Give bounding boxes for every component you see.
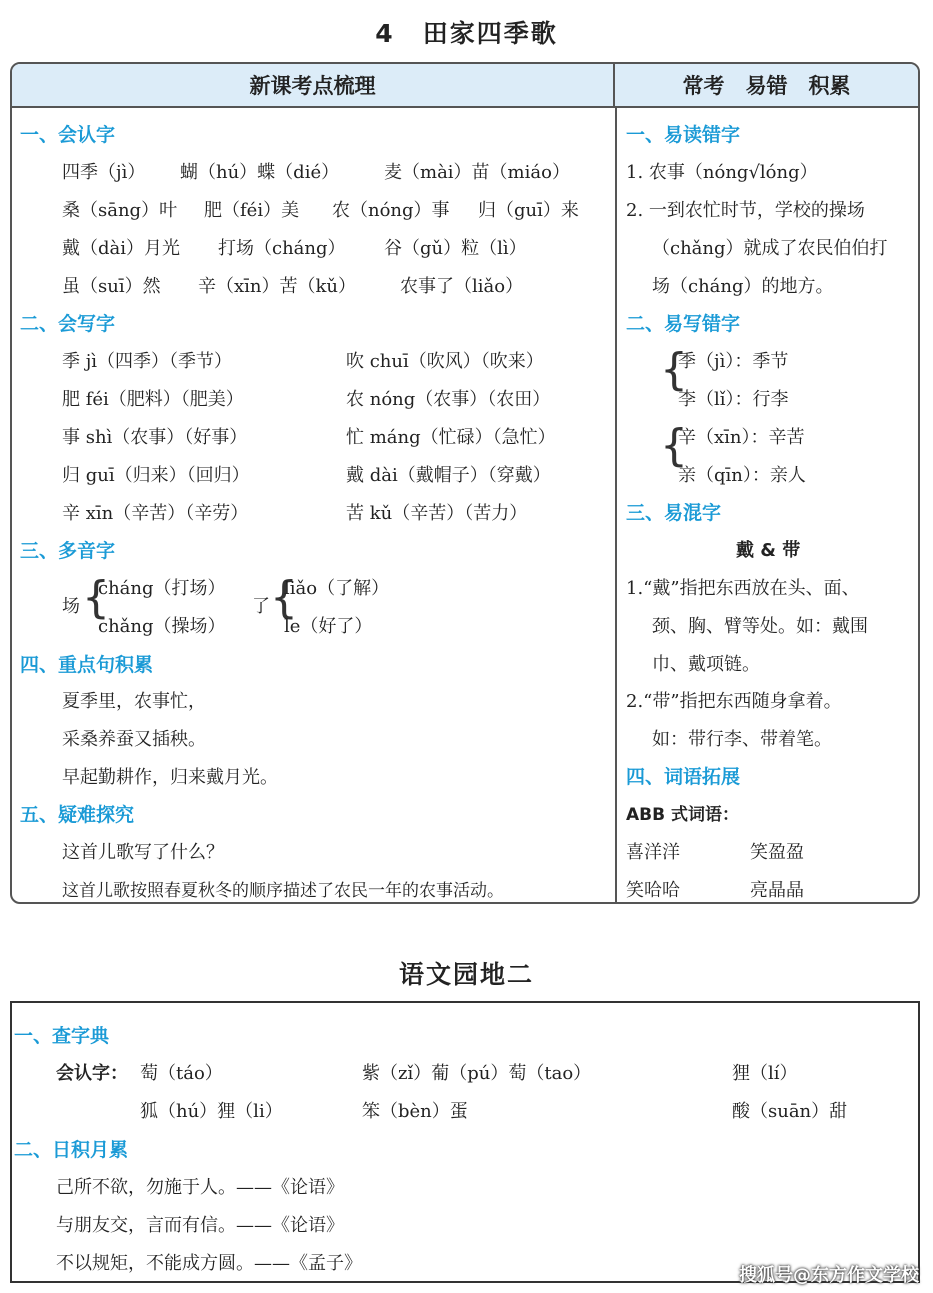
- write-item: 农 nóng（农事）（农田）: [346, 389, 551, 410]
- recognize-item: 四季（jì）: [62, 162, 146, 183]
- part2-box: [10, 1001, 920, 1283]
- section-dictionary-title: 一、查字典: [14, 1025, 110, 1047]
- brace-icon: {: [660, 420, 688, 471]
- sentence-line: 采桑养蚕又插秧。: [62, 729, 206, 750]
- sentence-line: 早起勤耕作，归来戴月光。: [62, 767, 278, 788]
- word-item: 亮晶晶: [750, 880, 804, 901]
- dictionary-label: 会认字：: [56, 1063, 128, 1084]
- dictionary-item: 萄（táo）: [140, 1063, 223, 1084]
- write-item: 戴 dài（戴帽子）（穿戴）: [346, 465, 551, 486]
- dictionary-item: 笨（bèn）蛋: [362, 1101, 468, 1122]
- confusing-line: 颈、胸、臂等处。如：戴围: [652, 616, 868, 637]
- section-write-title: 二、会写字: [20, 313, 116, 335]
- word-item: 笑哈哈: [626, 880, 680, 901]
- confusing-line: 1.“戴”指把东西放在头、面、: [626, 578, 860, 599]
- brace-icon: {: [270, 572, 298, 623]
- polyphone-reading: chǎng（操场）: [98, 616, 226, 637]
- dictionary-item: 酸（suān）甜: [732, 1101, 848, 1122]
- header-right: 常考 易错 积累: [615, 64, 918, 108]
- lesson-number: 4: [375, 19, 395, 48]
- section-polyphone-title: 三、多音字: [20, 540, 116, 562]
- recognize-item: 桑（sāng）叶: [62, 200, 178, 221]
- recognize-item: 肥（féi）美: [204, 200, 300, 221]
- write-item: 辛 xīn（辛苦）（辛劳）: [62, 503, 249, 524]
- section-words-title: 四、词语拓展: [626, 766, 741, 788]
- section-recognize-title: 一、会认字: [20, 124, 116, 146]
- polyphone-char: 了: [252, 596, 270, 617]
- section-miswrite-title: 二、易写错字: [626, 313, 741, 335]
- sentence-line: 夏季里，农事忙，: [62, 691, 206, 712]
- write-item: 归 guī（归来）（回归）: [62, 465, 250, 486]
- section-daily-title: 二、日积月累: [14, 1139, 129, 1161]
- polyphone-reading: le（好了）: [284, 616, 373, 637]
- miswrite-item: 亲（qīn）：亲人: [678, 465, 806, 486]
- section-inquiry-title: 五、疑难探究: [20, 804, 135, 826]
- polyphone-char: 场: [62, 596, 80, 617]
- write-item: 忙 máng（忙碌）（急忙）: [346, 427, 556, 448]
- part2-title: 语文园地二: [398, 960, 534, 989]
- column-divider: [615, 108, 617, 902]
- confusing-line: 2.“带”指把东西随身拿着。: [626, 691, 842, 712]
- recognize-item: 麦（mài）苗（miáo）: [384, 162, 570, 183]
- confusing-subtitle: 戴 & 带: [736, 540, 801, 561]
- miswrite-item: 辛（xīn）：辛苦: [678, 427, 805, 448]
- recognize-item: 归（guī）来: [478, 200, 579, 221]
- recognize-item: 农（nóng）事: [332, 200, 450, 221]
- dictionary-item: 紫（zǐ）葡（pú）萄（tao）: [362, 1063, 592, 1084]
- polyphone-reading: cháng（打场）: [98, 578, 226, 599]
- write-item: 苦 kǔ（辛苦）（苦力）: [346, 503, 528, 524]
- recognize-item: 戴（dài）月光: [62, 238, 181, 259]
- lesson-title: [0, 14, 933, 50]
- quote-line: 与朋友交，言而有信。——《论语》: [56, 1215, 344, 1236]
- section-sentence-title: 四、重点句积累: [20, 654, 154, 676]
- recognize-item: 辛（xīn）苦（kǔ）: [198, 276, 357, 297]
- word-item: 喜洋洋: [626, 842, 680, 863]
- section-confusing-title: 三、易混字: [626, 502, 722, 524]
- write-item: 季 jì（四季）（季节）: [62, 351, 233, 372]
- recognize-item: 谷（gǔ）粒（lì）: [384, 238, 527, 259]
- quote-line: 己所不欲，勿施于人。——《论语》: [56, 1177, 344, 1198]
- confusing-line: 巾、戴项链。: [652, 654, 760, 675]
- word-item: 笑盈盈: [750, 842, 804, 863]
- inquiry-answer: 这首儿歌按照春夏秋冬的顺序描述了农民一年的农事活动。: [62, 881, 504, 901]
- misread-line: 1. 农事（nóng√lóng）: [626, 162, 818, 183]
- brace-icon: {: [660, 344, 688, 395]
- miswrite-item: 季（jì）：季节: [678, 351, 789, 372]
- misread-line: 场（cháng）的地方。: [652, 276, 834, 297]
- section-misread-title: 一、易读错字: [626, 124, 741, 146]
- knowledge-box: [10, 62, 920, 904]
- recognize-item: 农事了（liǎo）: [400, 276, 524, 297]
- write-item: 事 shì（农事）（好事）: [62, 427, 248, 448]
- dictionary-item: 狸（lí）: [732, 1063, 798, 1084]
- write-item: 肥 féi（肥料）（肥美）: [62, 389, 244, 410]
- inquiry-question: 这首儿歌写了什么？: [62, 842, 224, 863]
- write-item: 吹 chuī（吹风）（吹来）: [346, 351, 544, 372]
- header-left: 新课考点梳理: [12, 64, 615, 108]
- confusing-line: 如：带行李、带着笔。: [652, 729, 832, 750]
- quote-line: 不以规矩，不能成方圆。——《孟子》: [56, 1253, 362, 1274]
- brace-icon: {: [82, 572, 110, 623]
- lesson-name: 田家四季歌: [422, 19, 558, 48]
- miswrite-item: 李（lǐ）：行李: [678, 389, 789, 410]
- watermark: 搜狐号@东方作文学校: [739, 1265, 919, 1286]
- recognize-item: 蝴（hú）蝶（dié）: [180, 162, 340, 183]
- words-subtitle: ABB 式词语：: [626, 805, 739, 825]
- recognize-item: 虽（suī）然: [62, 276, 161, 297]
- recognize-item: 打场（cháng）: [218, 238, 346, 259]
- misread-line: （chǎng）就成了农民伯伯打: [652, 238, 888, 259]
- misread-line: 2. 一到农忙时节，学校的操场: [626, 200, 865, 221]
- polyphone-reading: liǎo（了解）: [284, 578, 390, 599]
- dictionary-item: 狐（hú）狸（li）: [140, 1101, 283, 1122]
